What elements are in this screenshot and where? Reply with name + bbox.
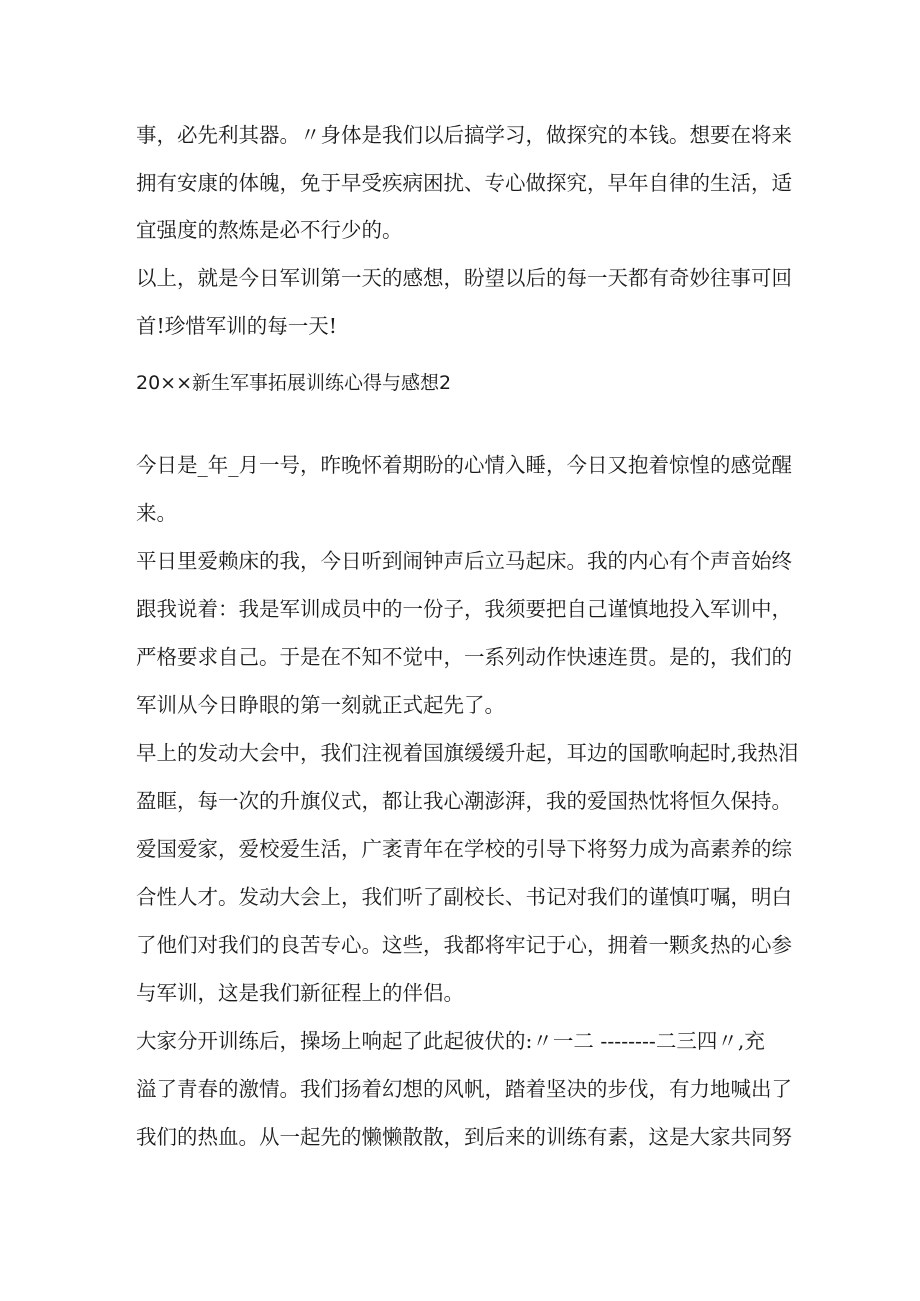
paragraph-line: 严格要求自己。于是在不知不觉中，一系列动作快速连贯。是的，我们的 (136, 645, 792, 669)
paragraph-line: 拥有安康的体魄，免于早受疾病困扰、专心做探究，早年自律的生活，适 (136, 171, 792, 195)
paragraph-line: 平日里爱赖床的我，今日听到闹钟声后立马起床。我的内心有个声音始终 (136, 549, 792, 573)
paragraph-line: 宜强度的熬炼是必不行少的。 (136, 218, 403, 242)
paragraph-line: 今日是_年_月一号，昨晚怀着期盼的心情入睡，今日又抱着惊惶的感觉醒 (136, 453, 792, 477)
paragraph-line: 以上，就是今日军训第一天的感想，盼望以后的每一天都有奇妙往事可回 (136, 266, 792, 290)
paragraph-line: 来。 (136, 501, 177, 525)
section-heading: 20××新生军事拓展训练心得与感想2 (136, 372, 452, 394)
paragraph-line: 与军训，这是我们新征程上的伴侣。 (136, 981, 464, 1005)
paragraph-line: 我们的热血。从一起先的懒懒散散，到后来的训练有素，这是大家共同努 (136, 1125, 792, 1149)
paragraph-line: 合性人才。发动大会上，我们听了副校长、书记对我们的谨慎叮嘱，明白 (136, 885, 792, 909)
paragraph-line: 跟我说着：我是军训成员中的一份子，我须要把自己谨慎地投入军训中， (136, 597, 792, 621)
paragraph-line: 爱国爱家，爱校爱生活，广袤青年在学校的引导下将努力成为高素养的综 (136, 837, 792, 861)
paragraph-line: 首!珍惜军训的每一天! (136, 314, 337, 338)
paragraph-line: 了他们对我们的良苦专心。这些，我都将牢记于心，拥着一颗炙热的心参 (136, 933, 792, 957)
paragraph-line: 盈眶，每一次的升旗仪式，都让我心潮澎湃，我的爱国热忱将恒久保持。 (136, 789, 792, 813)
paragraph-line: 事，必先利其器。〃身体是我们以后搞学习，做探究的本钱。想要在将来 (136, 123, 792, 147)
paragraph-line: 早上的发动大会中，我们注视着国旗缓缓升起，耳边的国歌响起时,我热泪 (136, 741, 799, 765)
paragraph-line: 军训从今日睁眼的第一刻就正式起先了。 (136, 693, 505, 717)
paragraph-line: 大家分开训练后，操场上响起了此起彼伏的:〃一二 --------二三四〃,充 (136, 1029, 765, 1053)
paragraph-line: 溢了青春的激情。我们扬着幻想的风帆，踏着坚决的步伐，有力地喊出了 (136, 1077, 792, 1101)
